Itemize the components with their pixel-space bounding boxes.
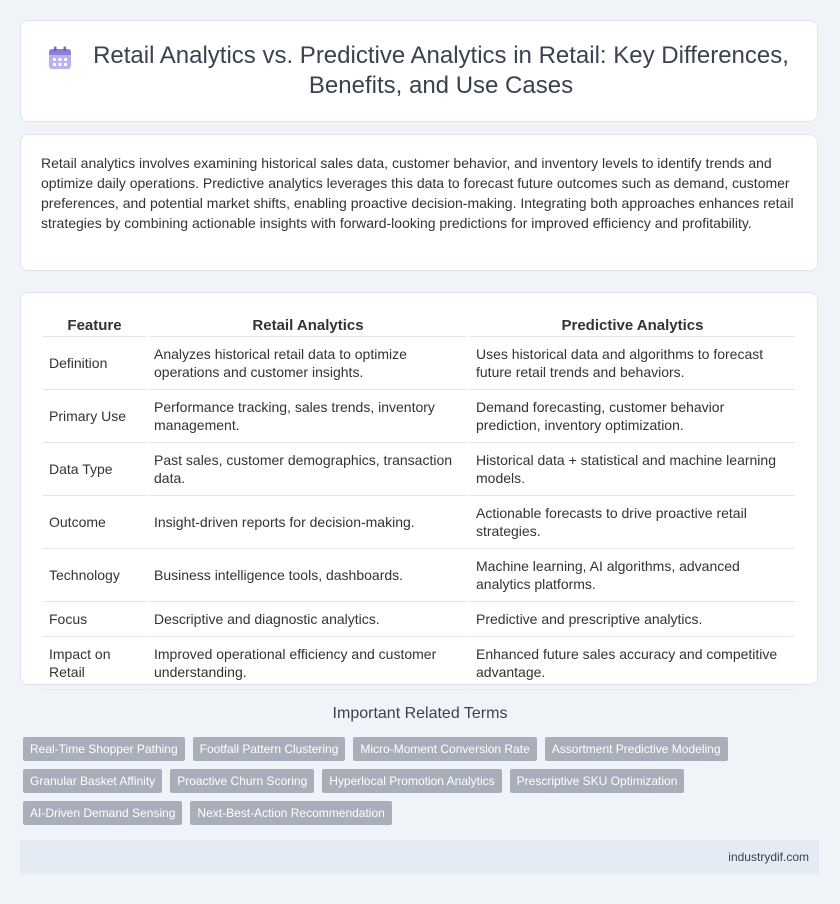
related-term-tag[interactable]: Next-Best-Action Recommendation bbox=[190, 801, 391, 825]
title-wrap bbox=[21, 41, 817, 101]
row-feature: Primary Use bbox=[43, 390, 146, 443]
row-retail: Business intelligence tools, dashboards. bbox=[148, 549, 468, 602]
row-predictive: Demand forecasting, customer behavior prediction, inventory optimization. bbox=[470, 390, 795, 443]
row-retail: Analyzes historical retail data to optimize operations and customer insights. bbox=[148, 337, 468, 390]
intro-paragraph: Retail analytics involves examining historical sales data, customer behavior, and inventory levels to identify trends and optimize daily operations. Predictive analytics leverages this data to forecast future outcomes such as demand, customer preferences, and potential market shifts, enabling proactive decision-making. Integrating both approaches enhances retail strategies by combining actionable insights with forward-looking predictions for improved efficiency and profitability. bbox=[41, 155, 794, 231]
table-row bbox=[43, 549, 795, 602]
related-term-tag[interactable]: Assortment Predictive Modeling bbox=[545, 737, 728, 761]
related-terms-list bbox=[23, 737, 823, 825]
header-retail-analytics: Retail Analytics bbox=[148, 309, 468, 337]
header-feature: Feature bbox=[43, 309, 146, 337]
table-row bbox=[43, 337, 795, 390]
row-feature: Impact on Retail bbox=[43, 637, 146, 690]
row-retail: Performance tracking, sales trends, inventory management. bbox=[148, 390, 468, 443]
table-header-row bbox=[43, 309, 795, 337]
intro-card bbox=[20, 134, 818, 271]
related-term-tag[interactable]: Proactive Churn Scoring bbox=[170, 769, 314, 793]
related-term-tag[interactable]: Granular Basket Affinity bbox=[23, 769, 162, 793]
row-feature: Data Type bbox=[43, 443, 146, 496]
table-row bbox=[43, 637, 795, 690]
row-predictive: Predictive and prescriptive analytics. bbox=[470, 602, 795, 637]
title-card bbox=[20, 20, 818, 122]
comparison-table bbox=[41, 309, 797, 690]
related-term-tag[interactable]: Footfall Pattern Clustering bbox=[193, 737, 346, 761]
related-term-tag[interactable]: Hyperlocal Promotion Analytics bbox=[322, 769, 501, 793]
row-retail: Descriptive and diagnostic analytics. bbox=[148, 602, 468, 637]
row-predictive: Machine learning, AI algorithms, advanced analytics platforms. bbox=[470, 549, 795, 602]
table-row bbox=[43, 443, 795, 496]
related-term-tag[interactable]: Real-Time Shopper Pathing bbox=[23, 737, 185, 761]
table-row bbox=[43, 602, 795, 637]
page-title: Retail Analytics vs. Predictive Analytics in Retail: Key Differences, Benefits, and Use Cases bbox=[93, 42, 789, 99]
header-predictive-analytics: Predictive Analytics bbox=[470, 309, 795, 337]
related-term-tag[interactable]: Prescriptive SKU Optimization bbox=[510, 769, 685, 793]
related-term-tag[interactable]: AI-Driven Demand Sensing bbox=[23, 801, 182, 825]
row-retail: Improved operational efficiency and customer understanding. bbox=[148, 637, 468, 690]
related-term-tag[interactable]: Micro-Moment Conversion Rate bbox=[353, 737, 536, 761]
row-feature: Technology bbox=[43, 549, 146, 602]
calendar-icon bbox=[47, 45, 73, 71]
row-predictive: Enhanced future sales accuracy and competitive advantage. bbox=[470, 637, 795, 690]
row-predictive: Actionable forecasts to drive proactive retail strategies. bbox=[470, 496, 795, 549]
footer bbox=[20, 840, 819, 874]
table-row bbox=[43, 496, 795, 549]
row-retail: Past sales, customer demographics, transaction data. bbox=[148, 443, 468, 496]
row-feature: Focus bbox=[43, 602, 146, 637]
table-row bbox=[43, 390, 795, 443]
row-predictive: Uses historical data and algorithms to forecast future retail trends and behaviors. bbox=[470, 337, 795, 390]
row-predictive: Historical data + statistical and machine learning models. bbox=[470, 443, 795, 496]
row-feature: Outcome bbox=[43, 496, 146, 549]
related-terms-title: Important Related Terms bbox=[332, 705, 508, 722]
row-feature: Definition bbox=[43, 337, 146, 390]
footer-site-link[interactable]: industrydif.com bbox=[728, 850, 809, 864]
row-retail: Insight-driven reports for decision-making. bbox=[148, 496, 468, 549]
comparison-table-card bbox=[20, 292, 818, 685]
